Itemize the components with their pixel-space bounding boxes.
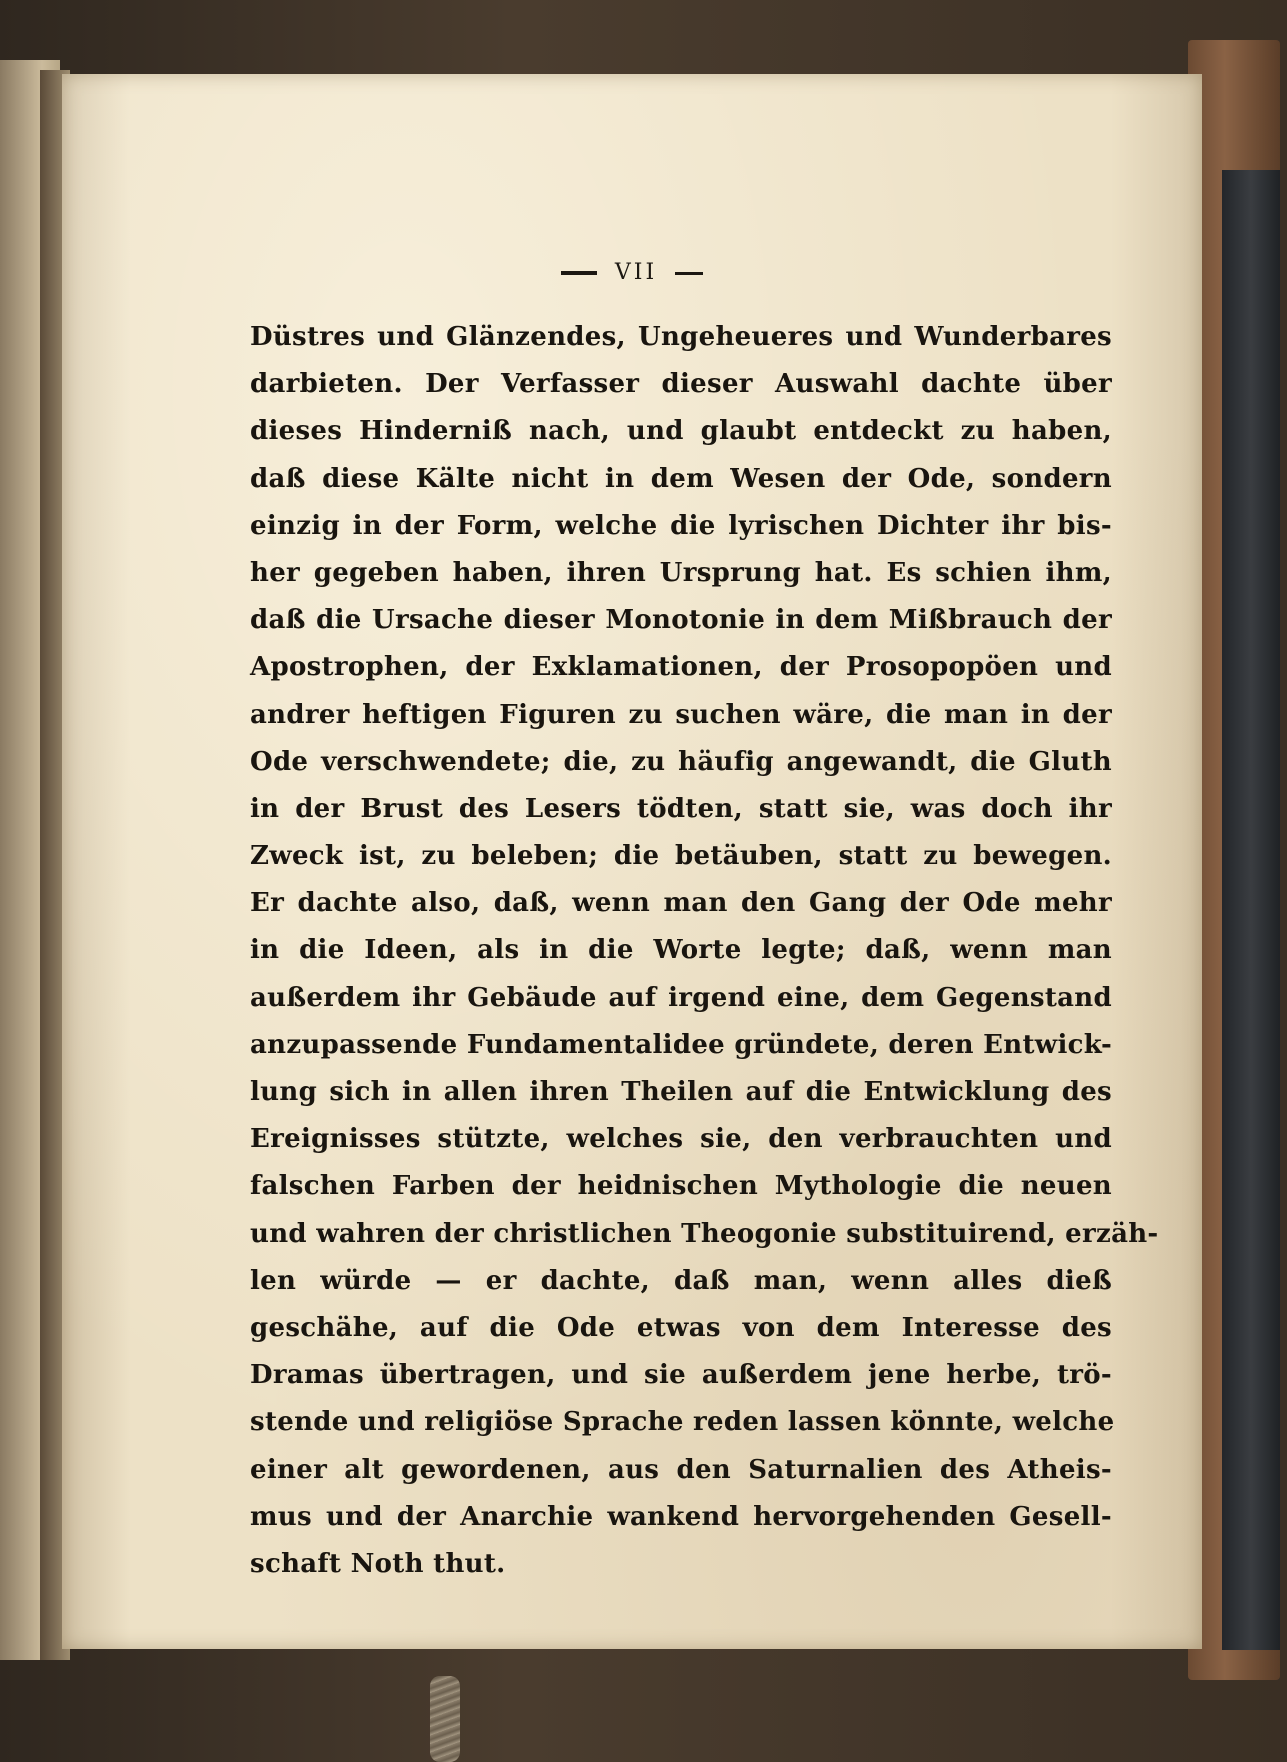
book-cover-cloth — [1222, 170, 1280, 1650]
text-line: daß die Ursache dieser Monotonie in dem Mißbrauch der — [250, 605, 1112, 636]
text-line: mus und der Anarchie wankend hervorgehenden Gesell- — [250, 1501, 1112, 1532]
text-line: andrer heftigen Figuren zu suchen wäre, die man in der — [250, 699, 1112, 730]
bookmark-string — [430, 1676, 460, 1762]
text-line: falschen Farben der heidnischen Mythologie die neuen — [250, 1171, 1112, 1202]
header-dash-right — [675, 272, 703, 275]
text-line: Ode verschwendete; die, zu häufig angewandt, die Gluth — [250, 746, 1112, 777]
text-line: außerdem ihr Gebäude auf irgend eine, dem Gegenstand — [250, 982, 1112, 1013]
text-line: schaft Noth thut. — [250, 1548, 506, 1579]
page-number: VII — [614, 260, 658, 285]
text-line: in die Ideen, als in die Worte legte; daß, wenn man — [250, 935, 1112, 966]
text-line: Dramas übertragen, und sie außerdem jene herbe, trö- — [250, 1360, 1112, 1391]
text-line: einer alt gewordenen, aus den Saturnalien des Atheis- — [250, 1454, 1112, 1485]
text-line: dieses Hinderniß nach, und glaubt entdeckt zu haben, — [250, 416, 1112, 447]
text-line: daß diese Kälte nicht in dem Wesen der Ode, sondern — [250, 463, 1112, 494]
text-line: und wahren der christlichen Theogonie substituirend, erzäh- — [250, 1218, 1159, 1249]
text-line: Er dachte also, daß, wenn man den Gang der Ode mehr — [250, 888, 1112, 919]
text-line: in der Brust des Lesers tödten, statt sie, was doch ihr — [250, 793, 1112, 824]
text-line: lung sich in allen ihren Theilen auf die Entwicklung des — [250, 1077, 1112, 1107]
text-line: anzupassende Fundamentalidee gründete, deren Entwick- — [250, 1029, 1113, 1060]
text-line: Düstres und Glänzendes, Ungeheueres und Wunderbares — [250, 322, 1112, 352]
text-line: darbieten. Der Verfasser dieser Auswahl dachte über — [250, 369, 1112, 400]
text-line: geschähe, auf die Ode etwas von dem Interesse des — [250, 1312, 1112, 1343]
header-dash-left — [561, 271, 597, 275]
text-line: stende und religiöse Sprache reden lassen könnte, welche — [250, 1407, 1115, 1438]
text-line: len würde — er dachte, daß man, wenn alles dieß — [250, 1265, 1112, 1296]
page-header — [62, 260, 1202, 285]
body-text — [250, 314, 1159, 1588]
text-line: Apostrophen, der Exklamationen, der Prosopopöen und — [250, 652, 1112, 683]
text-line: einzig in der Form, welche die lyrischen Dichter ihr bis- — [250, 510, 1112, 541]
text-line: Zweck ist, zu beleben; die betäuben, statt zu bewegen. — [250, 841, 1112, 872]
book-page — [62, 74, 1202, 1649]
text-line: her gegeben haben, ihren Ursprung hat. Es schien ihm, — [250, 557, 1112, 588]
text-line: Ereignisses stützte, welches sie, den verbrauchten und — [250, 1124, 1112, 1155]
